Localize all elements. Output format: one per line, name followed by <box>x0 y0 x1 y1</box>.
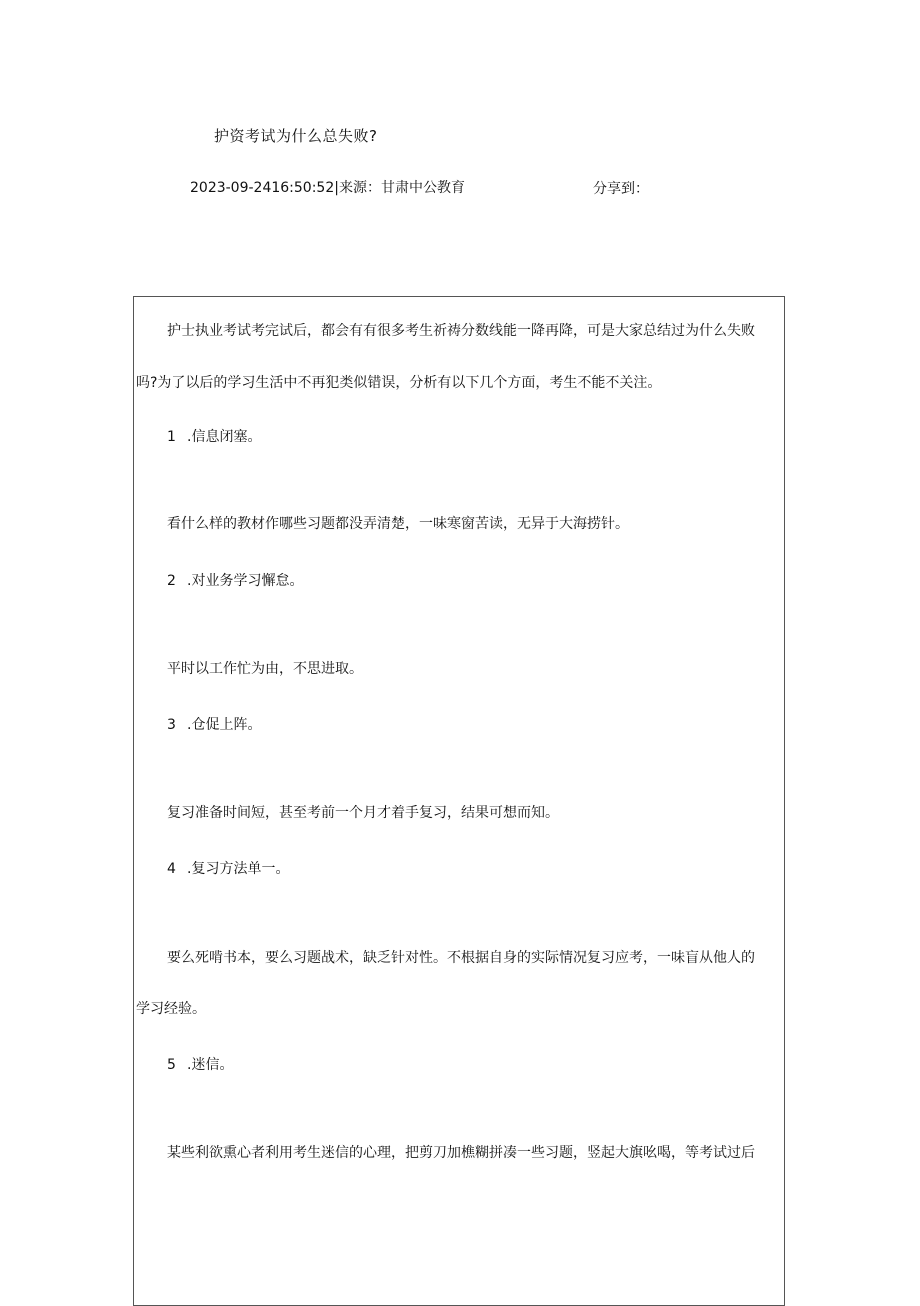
item-4-body-2: 学习经验。 <box>136 1001 206 1017</box>
item-number: 4 <box>167 861 176 877</box>
item-4-heading <box>167 859 289 879</box>
article-meta: 2023-09-2416:50:52|来源：甘肃中公教育 <box>190 180 465 196</box>
intro-line-1: 护士执业考试考完试后，都会有有很多考生祈祷分数线能一降再降，可是大家总结过为什么失败 <box>167 323 755 339</box>
item-number: 5 <box>167 1057 176 1073</box>
item-1-heading <box>167 427 261 447</box>
item-5-heading <box>167 1055 233 1075</box>
share-label[interactable]: 分享到： <box>593 181 649 197</box>
item-heading-text: .仓促上阵。 <box>187 717 262 733</box>
item-3-body: 复习准备时间短，甚至考前一个月才着手复习，结果可想而知。 <box>167 805 559 821</box>
item-heading-text: .迷信。 <box>187 1057 234 1073</box>
item-heading-text: .对业务学习懈怠。 <box>187 573 304 589</box>
intro-line-2: 吗?为了以后的学习生活中不再犯类似错误，分析有以下几个方面，考生不能不关注。 <box>136 375 662 391</box>
item-heading-text: .信息闭塞。 <box>187 429 262 445</box>
item-5-body: 某些利欲熏心者利用考生迷信的心理，把剪刀加樵糊拼凑一些习题，竖起大旗吆喝，等考试过后 <box>167 1145 755 1161</box>
item-2-heading <box>167 571 303 591</box>
item-4-body: 要么死啃书本，要么习题战术，缺乏针对性。不根据自身的实际情况复习应考，一味盲从他人的 <box>167 950 755 966</box>
item-number: 2 <box>167 573 176 589</box>
item-number: 3 <box>167 717 176 733</box>
article-title: 护资考试为什么总失败? <box>214 127 378 145</box>
item-1-body: 看什么样的教材作哪些习题都没弄清楚，一味寒窗苦读，无异于大海捞针。 <box>167 516 629 532</box>
item-2-body: 平时以工作忙为由，不思进取。 <box>167 661 363 677</box>
item-number: 1 <box>167 429 176 445</box>
item-3-heading <box>167 715 261 735</box>
item-heading-text: .复习方法单一。 <box>187 861 290 877</box>
